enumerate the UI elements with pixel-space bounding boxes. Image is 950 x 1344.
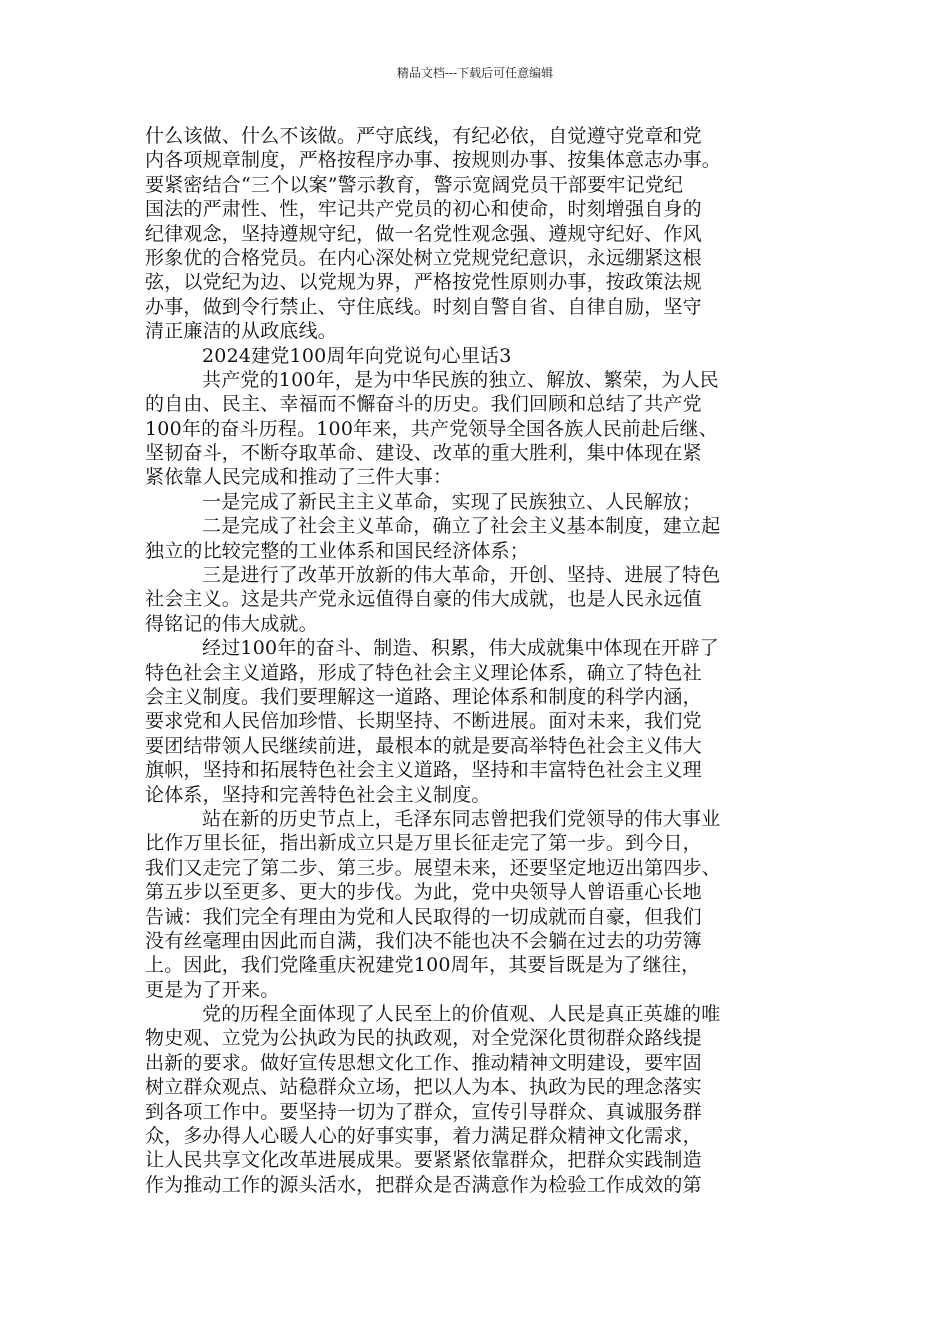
text-line: 论体系，坚持和完善特色社会主义制度。 — [145, 783, 491, 806]
text-line: 纪律观念，坚持遵规守纪，做一名党性观念强、遵规守纪好、作风 — [145, 222, 702, 245]
text-line: 作为推动工作的源头活水，把群众是否满意作为检验工作成效的第 — [145, 1173, 702, 1196]
text-line: 弦，以党纪为边、以党规为界，严格按党性原则办事，按政策法规 — [145, 271, 702, 294]
text-line: 的自由、民主、幸福而不懈奋斗的历史。我们回顾和总结了共产党 — [145, 393, 702, 416]
text-line: 三是进行了改革开放新的伟大革命，开创、坚持、进展了特色 — [202, 564, 721, 587]
text-line: 树立群众观点、站稳群众立场，把以人为本、执政为民的理念落实 — [145, 1076, 702, 1099]
text-line: 2024建党100周年向党说句心里话3 — [202, 344, 512, 367]
text-line: 众，多办得人心暖人心的好事实事，着力满足群众精神文化需求， — [145, 1125, 702, 1148]
page-header: 精品文档---下载后可任意编辑 — [396, 66, 554, 80]
text-line: 坚韧奋斗，不断夺取革命、建设、改革的重大胜利，集中体现在紧 — [145, 442, 702, 465]
text-line: 形象优的合格党员。在内心深处树立党规党纪意识，永远绷紧这根 — [145, 246, 702, 269]
text-line: 独立的比较完整的工业体系和国民经济体系； — [145, 539, 530, 562]
text-line: 让人民共享文化改革进展成果。要紧紧依靠群众，把群众实践制造 — [145, 1149, 702, 1172]
text-line: 比作万里长征，指出新成立只是万里长征走完了第一步。到今日， — [145, 832, 702, 855]
text-line: 特色社会主义道路，形成了特色社会主义理论体系，确立了特色社 — [145, 661, 702, 684]
text-line: 第五步以至更多、更大的步伐。为此，党中央领导人曾语重心长地 — [145, 881, 702, 904]
text-line: 经过100年的奋斗、制造、积累，伟大成就集中体现在开辟了 — [202, 637, 719, 660]
document-body — [145, 124, 810, 1197]
text-line: 物史观、立党为公执政为民的执政观，对全党深化贯彻群众路线提 — [145, 1027, 702, 1050]
text-line: 什么该做、什么不该做。严守底线，有纪必依，自觉遵守党章和党 — [145, 125, 702, 147]
text-line: 清正廉洁的从政底线。 — [145, 320, 338, 343]
text-line: 我们又走完了第二步、第三步。展望未来，还要坚定地迈出第四步、 — [145, 856, 722, 879]
text-line: 一是完成了新民主主义革命，实现了民族独立、人民解放； — [202, 490, 702, 513]
text-line: 要紧密结合“三个以案”警示教育，警示宽阔党员干部要牢记党纪 — [145, 173, 684, 196]
text-line: 没有丝毫理由因此而自满，我们决不能也决不会躺在过去的功劳簿 — [145, 929, 702, 952]
text-line: 国法的严肃性、性，牢记共产党员的初心和使命，时刻增强自身的 — [145, 198, 702, 221]
text-line: 要团结带领人民继续前进，最根本的就是要高举特色社会主义伟大 — [145, 734, 702, 757]
text-line: 到各项工作中。要坚持一切为了群众，宣传引导群众、真诚服务群 — [145, 1100, 702, 1123]
text-line: 出新的要求。做好宣传思想文化工作、推动精神文明建设，要牢固 — [145, 1051, 702, 1074]
text-line: 内各项规章制度，严格按程序办事、按规则办事、按集体意志办事。 — [145, 149, 722, 172]
text-line: 紧依靠人民完成和推动了三件大事： — [145, 466, 453, 489]
text-line: 100年的奋斗历程。100年来，共产党领导全国各族人民前赴后继、 — [145, 417, 718, 440]
text-line: 上。因此，我们党隆重庆祝建党100周年，其要旨既是为了继往， — [145, 954, 701, 977]
text-line: 更是为了开来。 — [145, 978, 280, 1001]
text-line: 社会主义。这是共产党永远值得自豪的伟大成就，也是人民永远值 — [145, 588, 702, 611]
text-line: 二是完成了社会主义革命，确立了社会主义基本制度，建立起 — [202, 515, 721, 538]
text-line: 要求党和人民倍加珍惜、长期坚持、不断进展。面对未来，我们党 — [145, 710, 702, 733]
text-line: 会主义制度。我们要理解这一道路、理论体系和制度的科学内涵， — [145, 685, 702, 708]
text-line: 告诫：我们完全有理由为党和人民取得的一切成就而自豪，但我们 — [145, 905, 702, 928]
text-line: 得铭记的伟大成就。 — [145, 612, 318, 635]
text-line: 党的历程全面体现了人民至上的价值观、人民是真正英雄的唯 — [202, 1003, 721, 1026]
text-line: 办事，做到令行禁止、守住底线。时刻自警自省、自律自励，坚守 — [145, 295, 702, 318]
text-line: 站在新的历史节点上，毛泽东同志曾把我们党领导的伟大事业 — [202, 807, 721, 830]
text-line: 旗帜，坚持和拓展特色社会主义道路，坚持和丰富特色社会主义理 — [145, 759, 702, 782]
text-line: 共产党的100年，是为中华民族的独立、解放、繁荣，为人民 — [202, 368, 719, 391]
